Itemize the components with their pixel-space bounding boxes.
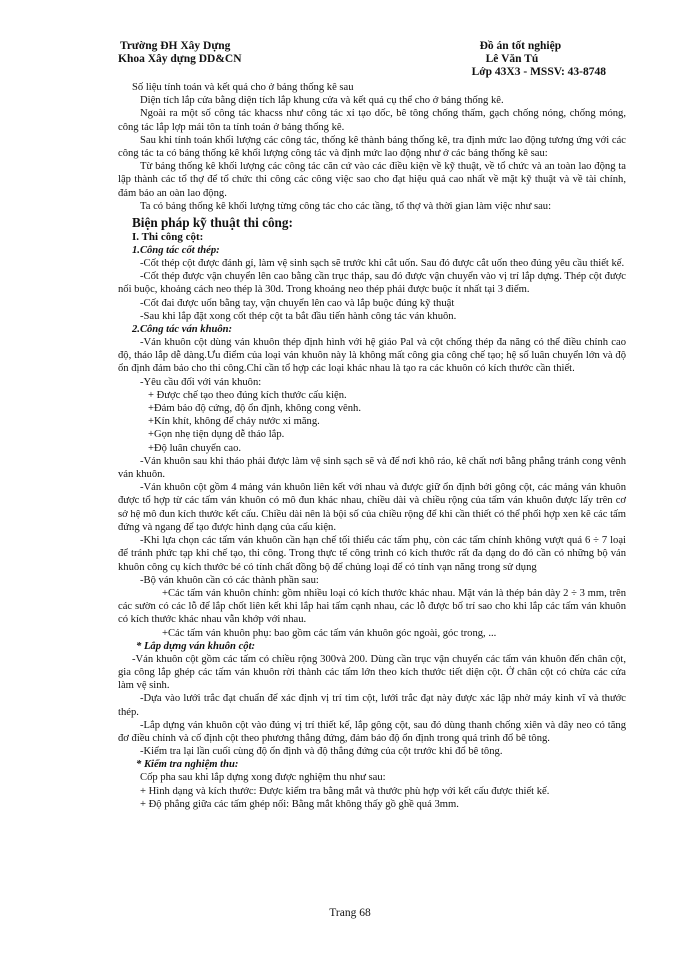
school-name: Trường ĐH Xây Dựng <box>120 40 231 52</box>
paragraph: Ngoài ra một số công tác khacss như công tác xỉ tạo dốc, bê tông chống thấm, gạch chống nóng, chống móng, công tác lắp lợp mái tôn ta tính toán ở bảng thống kê. <box>118 108 626 133</box>
list-item: -Cốt đai được uốn bằng tay, vận chuyển lên cao và lắp buộc đúng kỹ thuật <box>140 297 455 309</box>
heading-main: Biện pháp kỹ thuật thi công: <box>132 215 293 231</box>
paragraph: -Ván khuôn cột dùng ván khuôn thép định hình với hệ giáo Pal và cột chống thép đa năng có thể điều chỉnh cao độ, tháo lắp dễ dàng.Ưu điểm của loại ván khuôn này là không mất công gia công chế tạo; hệ số luân chuyển lớn và độ ổn định đảm bảo cho thi công.Chỉ cần tổ hợp các loại khác nhau là tạo ra các khuôn có kích thước cần thiết. <box>118 337 626 375</box>
faculty-name: Khoa Xây dựng DD&CN <box>118 53 242 65</box>
heading-section: I. Thi công cột: <box>132 231 204 244</box>
requirement-item: +Kín khít, không để chảy nước xi măng. <box>148 416 320 428</box>
list-item: -Ván khuôn cột gồm các tấm có chiều rộng 300và 200. Dùng cần trục vận chuyển các tấm ván khuôn đến chân cột, gia công lắp ghép các tấm ván khuôn rời thành các tấm lớn theo kích thước tiết diện cột. Ở chân cột có chừa các cửa làm vệ sinh. <box>118 653 626 692</box>
list-item: + Độ phẳng giữa các tấm ghép nối: Bằng mắt không thấy gồ ghề quá 3mm. <box>140 798 459 810</box>
list-item: -Kiểm tra lại lần cuối cùng độ ổn định và độ thẳng đứng của cột trước khi đổ bê tông. <box>140 746 503 758</box>
subheading-rebar: 1.Công tác cốt thép: <box>132 245 220 257</box>
paragraph: Diện tích lắp cửa bằng diện tích lắp khung cửa và kết quả cụ thể cho ở bảng thống kê. <box>140 95 504 107</box>
paragraph: -Khi lựa chọn các tấm ván khuôn cần hạn chế tối thiểu các tấm phụ, còn các tấm chính không vượt quá 6 ÷ 7 loại để tránh phức tạp khi chế tạo, thi công. Trong thực tế công trình có kích thước rất đa dạng do đó cần có những bộ ván khuôn công cụ kích thước bé có tính chất đồng bộ để chủng loại để có tính vạn năng trong sử dụng <box>118 535 626 573</box>
list-item: -Sau khi lắp đặt xong cốt thép cột ta bắt đầu tiến hành công tác ván khuôn. <box>140 310 457 322</box>
parts-main: +Các tấm ván khuôn chính: gồm nhiều loại có kích thước khác nhau. Mặt ván là thép bản dày 2 ÷ 3 mm, trên các sườn có các lỗ để lắp chốt liên kết khi lắp hai tấm cạnh nhau, các lỗ được bố trí sao cho khi lắp các tấm ván khuôn có kích thước khác nhau vẫn khớp với nhau. <box>118 587 626 626</box>
subheading-assembly: * Lắp dựng ván khuôn cột: <box>136 640 256 652</box>
paragraph: Sau khi tính toán khối lượng các công tác, thống kê thành bảng thống kê, tra định mức lao động tương ứng với các công tác ta có bảng thống kê khối lượng công tác và định mức lao động như ở các bảng thống kê sau: <box>118 134 626 160</box>
list-item: + Hình dạng và kích thước: Được kiểm tra bằng mắt và thước phù hợp với kết cấu được thiết kế. <box>140 785 550 797</box>
paragraph: Từ bảng thống kê khối lượng các công tác căn cứ vào các điều kiện về kỹ thuật, về tổ chức và an toàn lao động ta lập thành các tổ thợ để tổ chức thi công các công việc sao cho đạt hiệu quả cao nhất về mặt kỹ thuật và về tài chính, đảm bảo an oàn lao động. <box>118 161 626 199</box>
project-title: Đồ án tốt nghiệp <box>479 40 562 52</box>
list-item: -Cốt thép được vận chuyển lên cao bằng cần trục tháp, sau đó được vận chuyển vào vị trí lắp dựng. Thép cột được nối buộc, khoảng cách neo thép là 30d. Trong khoảng neo thép phải được buộc ít nhất tại 3 điểm. <box>118 271 626 296</box>
requirement-item: +Độ luân chuyển cao. <box>148 442 242 454</box>
page-number: Trang 68 <box>329 907 371 919</box>
subheading-inspection: * Kiểm tra nghiệm thu: <box>136 759 239 771</box>
header-right <box>471 40 626 79</box>
requirement-item: +Gọn nhẹ tiện dụng dễ tháo lắp. <box>148 429 285 441</box>
document-body <box>118 81 626 811</box>
parts-aux: +Các tấm ván khuôn phụ: bao gồm các tấm ván khuôn góc ngoài, góc trong, ... <box>162 627 497 639</box>
paragraph: Cốp pha sau khi lắp dựng xong được nghiệm thu như sau: <box>140 772 386 784</box>
list-item: -Lắp dựng ván khuôn cột vào đúng vị trí thiết kế, lắp gông cột, sau đó dùng thanh chống xiên và dây neo có tăng đơ điều chỉnh và cố định cột theo phương thẳng đứng, đảm bảo độ ổn định trong quá trình đổ bê tông. <box>118 719 626 744</box>
paragraph: -Ván khuôn cột gồm 4 mảng ván khuôn liên kết với nhau và được giữ ổn định bởi gông cột, các mảng ván khuôn được tổ hợp từ các tấm ván khuôn có mô đun khác nhau, chiều dài và chiều rộng của tấm ván khuôn được lấy trên cơ sở hệ mô đun kích thước kết cấu. Chiều dài nên là bội số của chiều rộng để khi cần thiết có thể phối hợp xen kẽ các tấm đứng và ngang để tạo được hình dạng của cấu kiện. <box>118 482 626 533</box>
requirements-title: -Yêu cầu đối với ván khuôn: <box>140 376 262 388</box>
class-id: Lớp 43X3 - MSSV: 43-8748 <box>471 66 606 78</box>
requirement-item: + Được chế tạo theo đúng kích thước cấu kiện. <box>148 389 347 401</box>
page-header <box>118 40 626 79</box>
list-item: -Cốt thép cột được đánh gỉ, làm vệ sinh sạch sẽ trước khi cắt uốn. Sau đó được cắt uốn theo đúng yêu cầu thiết kế. <box>140 258 625 270</box>
header-left <box>118 40 242 79</box>
list-item: -Dựa vào lưới trắc đạt chuẩn để xác định vị trí tim cột, lưới trắc đạt này được xác lập nhờ máy kinh vĩ và thước thép. <box>118 693 626 718</box>
requirement-item: +Đảm bảo độ cứng, độ ổn định, không cong vênh. <box>148 403 361 415</box>
parts-title: -Bộ ván khuôn cần có các thành phần sau: <box>140 574 319 586</box>
paragraph: Ta có bảng thống kê khối lượng từng công tác cho các tầng, tổ thợ và thời gian làm việc như sau: <box>140 200 552 212</box>
student-name: Lê Văn Tú <box>485 53 539 65</box>
paragraph: -Ván khuôn sau khi tháo phải được làm vệ sinh sạch sẽ và để nơi khô ráo, kê chất nơi bằng phẳng tránh cong vênh ván khuôn. <box>118 455 626 481</box>
subheading-formwork: 2.Công tác ván khuôn: <box>132 324 233 336</box>
paragraph: Số liệu tính toán và kết quả cho ở bảng thống kê sau <box>132 82 354 93</box>
